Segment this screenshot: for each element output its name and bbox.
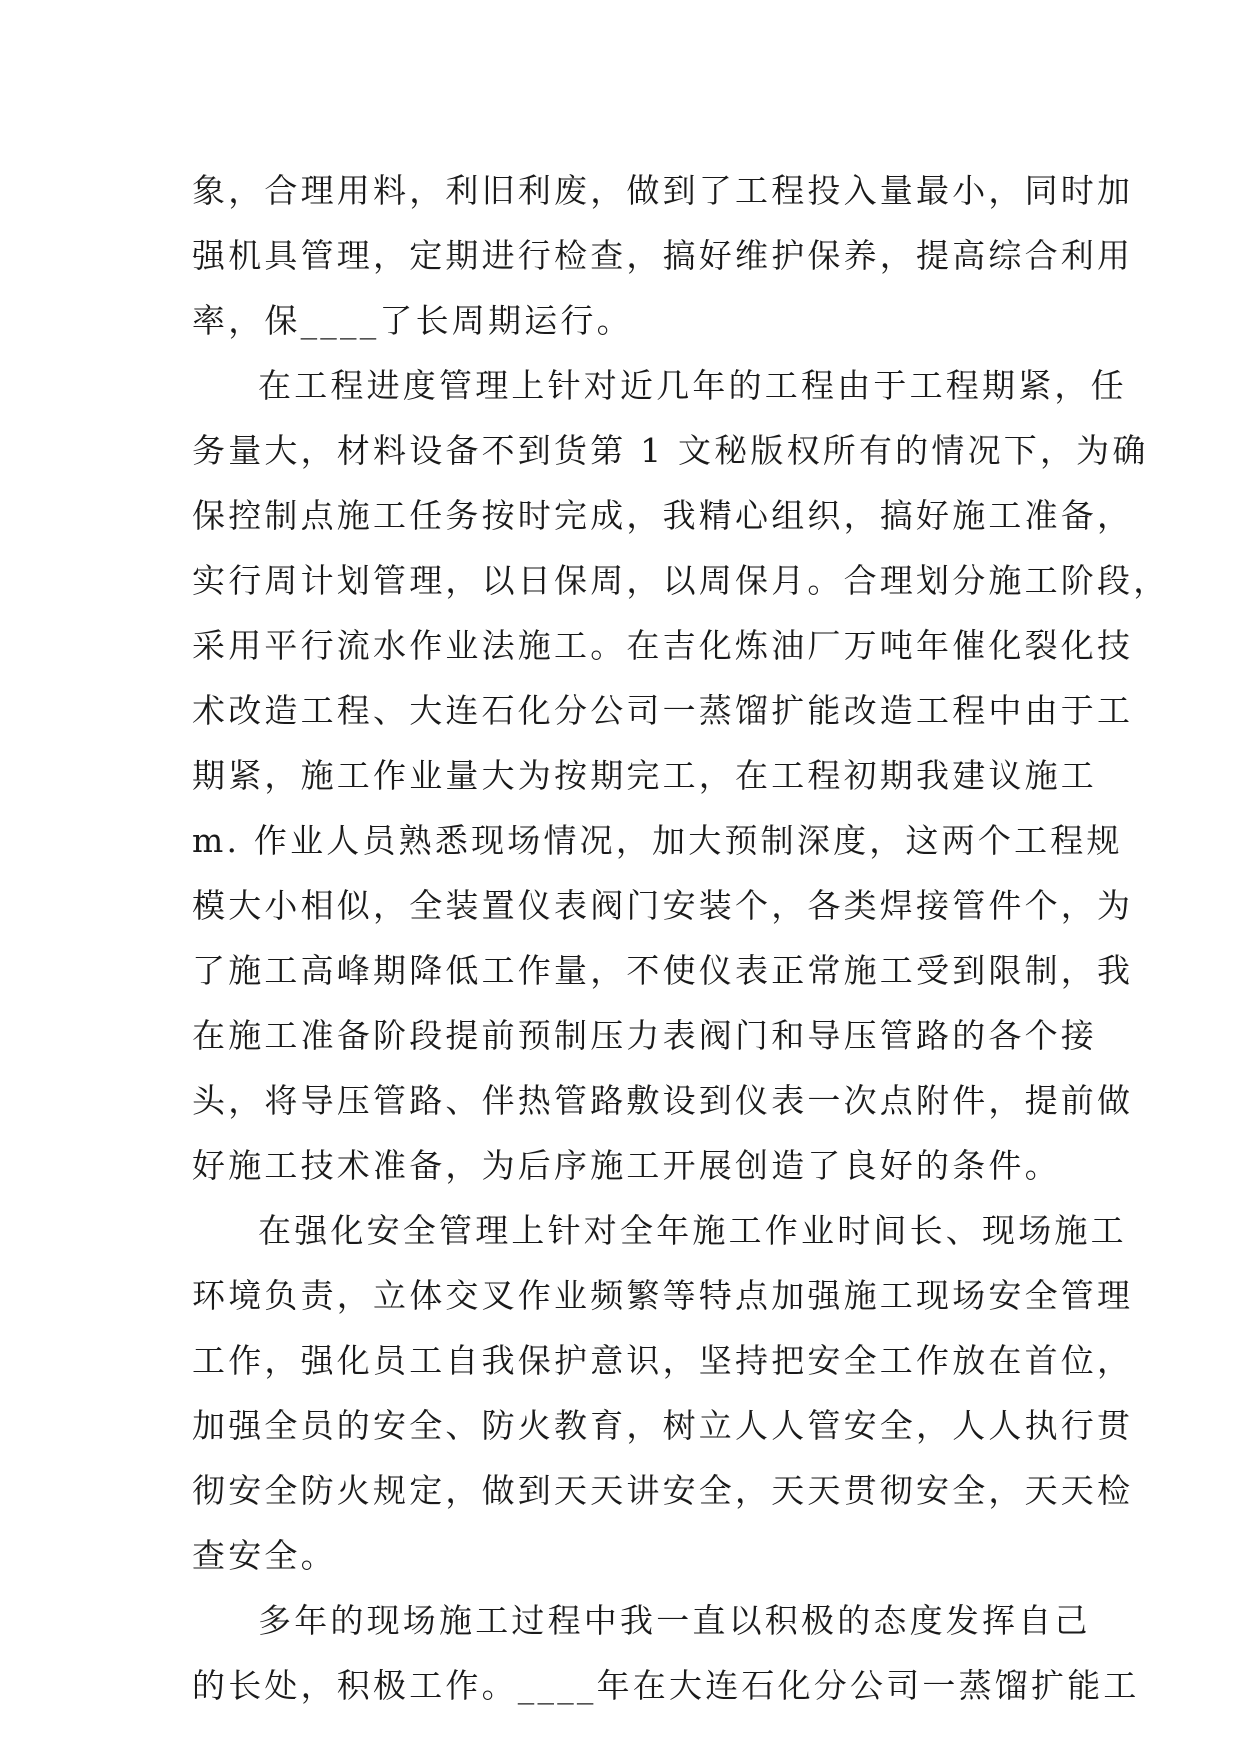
text-line: 加强全员的安全、防火教育，树立人人管安全，人人执行贯 [192,1406,1134,1445]
text-line: 查安全。 [192,1536,337,1575]
text-line: 环境负责，立体交叉作业频繁等特点加强施工现场安全管理 [192,1276,1134,1315]
text-line: m. 作业人员熟悉现场情况，加大预制深度，这两个工程规 [192,821,1123,860]
text-line: 好施工技术准备，为后序施工开展创造了良好的条件。 [192,1146,1061,1185]
text-line: 象，合理用料，利旧利废，做到了工程投入量最小，同时加 [192,171,1134,210]
text-line: 的长处，积极工作。____年在大连石化分公司一蒸馏扩能工 [192,1666,1140,1705]
paragraph-first-line: 在工程进度管理上针对近几年的工程由于工程期紧，任 [258,366,1127,405]
text-line: 采用平行流水作业法施工。在吉化炼油厂万吨年催化裂化技 [192,626,1134,665]
text-line: 术改造工程、大连石化分公司一蒸馏扩能改造工程中由于工 [192,691,1134,730]
text-line: 务量大，材料设备不到货第 1 文秘版权所有的情况下，为确 [192,431,1149,470]
text-line: 工作，强化员工自我保护意识，坚持把安全工作放在首位， [192,1341,1134,1380]
text-line: 模大小相似，全装置仪表阀门安装个，各类焊接管件个，为 [192,886,1134,925]
body-text [192,158,1170,1718]
text-line: 实行周计划管理，以日保周，以周保月。合理划分施工阶段， [192,561,1170,600]
text-line: 强机具管理，定期进行检查，搞好维护保养，提高综合利用 [192,236,1134,275]
paragraph-first-line: 多年的现场施工过程中我一直以积极的态度发挥自己 [258,1601,1091,1640]
text-line: 头，将导压管路、伴热管路敷设到仪表一次点附件，提前做 [192,1081,1134,1120]
text-line: 保控制点施工任务按时完成，我精心组织，搞好施工准备， [192,496,1134,535]
text-line: 期紧，施工作业量大为按期完工，在工程初期我建议施工 [192,756,1097,795]
text-line: 在施工准备阶段提前预制压力表阀门和导压管路的各个接 [192,1016,1097,1055]
text-line: 彻安全防火规定，做到天天讲安全，天天贯彻安全，天天检 [192,1471,1134,1510]
text-line: 率，保____了长周期运行。 [192,301,633,340]
text-line: 了施工高峰期降低工作量，不使仪表正常施工受到限制，我 [192,951,1134,990]
paragraph-first-line: 在强化安全管理上针对全年施工作业时间长、现场施工 [258,1211,1127,1250]
